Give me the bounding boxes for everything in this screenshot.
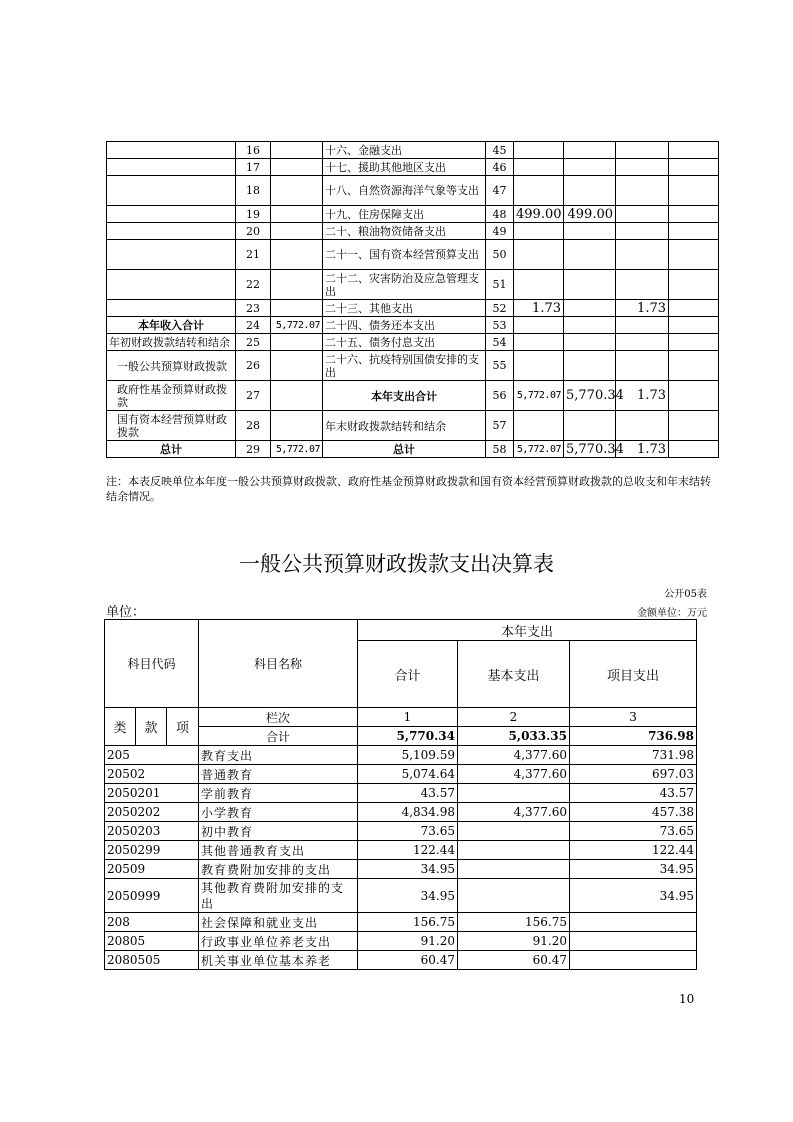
amount-cell [669,381,719,411]
amount-cell: 5,772.07 [514,441,564,458]
subject-name: 社会保障和就业支出 [199,913,358,932]
table-row [107,223,719,240]
amount-project [570,913,697,932]
left-row-number: 17 [236,159,271,176]
right-label: 年末财政拨款结转和结余 [323,411,486,441]
right-row-number: 54 [486,334,514,351]
subject-name: 教育支出 [199,746,358,765]
table-row [107,334,719,351]
right-row-number: 56 [486,381,514,411]
amount-basic [458,860,570,879]
amount-cell [669,240,719,270]
table-row [107,159,719,176]
header-kuan: 款 [136,708,167,746]
amount-cell [564,351,616,381]
left-row-number: 18 [236,176,271,206]
total-amount: 5,770.34 [358,727,458,746]
amount-total: 73.65 [358,822,458,841]
amount-cell [616,206,669,223]
subject-code: 2050203 [105,822,199,841]
amount-cell: 1.73 [514,300,564,317]
subject-name: 行政事业单位养老支出 [199,932,358,951]
right-row-number: 47 [486,176,514,206]
amount-basic [458,822,570,841]
amount-cell: 1.73 [616,441,669,458]
subject-code: 205 [105,746,199,765]
subject-code: 20805 [105,932,199,951]
amount-cell [616,351,669,381]
subject-code: 208 [105,913,199,932]
left-amount [271,270,323,300]
header-xiang: 项 [167,708,199,746]
total-basic: 5,033.35 [458,727,570,746]
amount-project: 73.65 [570,822,697,841]
amount-cell [669,441,719,458]
table-row [107,270,719,300]
left-row-number: 23 [236,300,271,317]
amount-total: 156.75 [358,913,458,932]
amount-cell: 5,770.34 [564,441,616,458]
amount-project [570,951,697,970]
table-row [107,351,719,381]
left-amount [271,351,323,381]
header-project: 项目支出 [570,641,697,708]
header-row [105,620,697,641]
left-label [107,270,236,300]
right-label: 二十六、抗疫特别国债安排的支出 [323,351,486,381]
table-row [105,913,697,932]
header-basic: 基本支出 [458,641,570,708]
amount-basic: 156.75 [458,913,570,932]
amount-cell [564,176,616,206]
amount-cell [616,240,669,270]
amount-cell: 5,772.07 [514,381,564,411]
left-row-number: 25 [236,334,271,351]
subject-name: 初中教育 [199,822,358,841]
left-amount [271,411,323,441]
amount-total: 91.20 [358,932,458,951]
subject-code: 2080505 [105,951,199,970]
page-number: 10 [679,992,695,1006]
column-index-1: 1 [358,708,458,727]
form-code: 公开05表 [664,589,707,600]
amount-cell [669,206,719,223]
subject-name: 小学教育 [199,803,358,822]
table-row [105,951,697,970]
amount-project: 34.95 [570,879,697,913]
amount-cell [616,411,669,441]
table-row [105,765,697,784]
amount-cell [514,176,564,206]
right-row-number: 45 [486,142,514,159]
right-row-number: 57 [486,411,514,441]
left-amount [271,300,323,317]
table-row [107,176,719,206]
subject-name: 教育费附加安排的支出 [199,860,358,879]
right-row-number: 48 [486,206,514,223]
amount-basic: 60.47 [458,951,570,970]
amount-cell [616,223,669,240]
right-label: 十六、金融支出 [323,142,486,159]
subject-code: 2050299 [105,841,199,860]
right-row-number: 46 [486,159,514,176]
amount-cell: 1.73 [616,381,669,411]
left-amount: 5,772.07 [271,317,323,334]
amount-total: 4,834.98 [358,803,458,822]
amount-cell: 1.73 [616,300,669,317]
right-row-number: 49 [486,223,514,240]
amount-basic: 91.20 [458,932,570,951]
amount-basic: 4,377.60 [458,803,570,822]
left-label [107,240,236,270]
table-row [107,142,719,159]
amount-cell [616,142,669,159]
left-amount: 5,772.07 [271,441,323,458]
left-label [107,159,236,176]
subject-code: 20502 [105,765,199,784]
header-current-year: 本年支出 [358,620,697,641]
left-row-number: 19 [236,206,271,223]
amount-cell [514,270,564,300]
amount-cell [514,317,564,334]
amount-project: 43.57 [570,784,697,803]
amount-total: 60.47 [358,951,458,970]
right-label: 总计 [323,441,486,458]
amount-total: 5,074.64 [358,765,458,784]
table-row [105,860,697,879]
right-row-number: 55 [486,351,514,381]
total-project: 736.98 [570,727,697,746]
amount-cell [514,334,564,351]
table-row [105,746,697,765]
table-row [107,441,719,458]
amount-cell [514,142,564,159]
table-row [107,317,719,334]
right-label: 二十、粮油物资储备支出 [323,223,486,240]
amount-basic [458,879,570,913]
left-amount [271,176,323,206]
amount-cell [616,334,669,351]
right-label: 十七、援助其他地区支出 [323,159,486,176]
index-row [105,708,697,727]
amount-cell: 499.00 [564,206,616,223]
amount-cell [514,240,564,270]
column-index-2: 2 [458,708,570,727]
left-row-number: 24 [236,317,271,334]
table-row [105,822,697,841]
amount-cell [669,351,719,381]
table-row [107,206,719,223]
left-amount [271,206,323,223]
amount-cell [669,270,719,300]
left-amount [271,223,323,240]
right-label: 二十一、国有资本经营预算支出 [323,240,486,270]
header-total: 合计 [358,641,458,708]
amount-cell [669,300,719,317]
amount-cell [669,334,719,351]
left-label: 国有资本经营预算财政拨款 [107,411,236,441]
amount-basic [458,841,570,860]
right-row-number: 53 [486,317,514,334]
amount-cell [564,300,616,317]
right-label: 十八、自然资源海洋气象等支出 [323,176,486,206]
table-row [107,381,719,411]
header-column-index: 栏次 [199,708,358,727]
table-row [105,841,697,860]
amount-cell [669,317,719,334]
left-amount [271,381,323,411]
right-row-number: 50 [486,240,514,270]
amount-cell [564,142,616,159]
table-note: 注：本表反映单位本年度一般公共预算财政拨款、政府性基金预算财政拨款和国有资本经营预算财政拨款的总收支和年末结转结余情况。 [106,475,711,503]
amount-cell [669,411,719,441]
amount-cell [564,223,616,240]
left-label [107,176,236,206]
header-code: 科目代码 [105,620,199,708]
left-row-number: 21 [236,240,271,270]
amount-total: 5,109.59 [358,746,458,765]
amount-cell [514,223,564,240]
table-row [107,300,719,317]
table-row [105,784,697,803]
amount-cell [514,159,564,176]
amount-project [570,932,697,951]
amount-cell [616,176,669,206]
subject-code: 2050201 [105,784,199,803]
amount-total: 34.95 [358,879,458,913]
left-label: 本年收入合计 [107,317,236,334]
subject-name: 普通教育 [199,765,358,784]
amount-cell [669,176,719,206]
left-label [107,206,236,223]
subject-name: 机关事业单位基本养老 [199,951,358,970]
page-title: 一般公共预算财政拨款支出决算表 [239,552,554,576]
left-label: 年初财政拨款结转和结余 [107,334,236,351]
income-expense-summary-table [106,141,719,458]
table-row [105,879,697,913]
amount-total: 34.95 [358,860,458,879]
amount-project: 457.38 [570,803,697,822]
left-row-number: 22 [236,270,271,300]
amount-cell [514,351,564,381]
amount-total: 122.44 [358,841,458,860]
subject-code: 2050999 [105,879,199,913]
left-label: 政府性基金预算财政拨款 [107,381,236,411]
subject-name: 学前教育 [199,784,358,803]
right-label: 二十二、灾害防治及应急管理支出 [323,270,486,300]
header-name: 科目名称 [199,620,358,708]
left-label [107,223,236,240]
amount-cell [564,411,616,441]
left-amount [271,240,323,270]
right-row-number: 51 [486,270,514,300]
amount-cell [669,223,719,240]
column-index-3: 3 [570,708,697,727]
amount-project: 34.95 [570,860,697,879]
total-label: 合计 [199,727,358,746]
subject-name: 其他普通教育支出 [199,841,358,860]
left-row-number: 27 [236,381,271,411]
amount-cell [669,159,719,176]
amount-project: 731.98 [570,746,697,765]
header-lei: 类 [105,708,136,746]
subject-name: 其他教育费附加安排的支出 [199,879,358,913]
right-label: 十九、住房保障支出 [323,206,486,223]
left-label [107,142,236,159]
amount-cell [564,159,616,176]
amount-cell: 499.00 [514,206,564,223]
amount-cell [616,317,669,334]
left-label: 总计 [107,441,236,458]
amount-cell [564,317,616,334]
left-row-number: 26 [236,351,271,381]
amount-project: 697.03 [570,765,697,784]
left-row-number: 28 [236,411,271,441]
left-amount [271,334,323,351]
right-label: 本年支出合计 [323,381,486,411]
subject-code: 2050202 [105,803,199,822]
amount-basic [458,784,570,803]
amount-total: 43.57 [358,784,458,803]
expenditure-table [104,619,697,970]
right-label: 二十五、债务付息支出 [323,334,486,351]
table-row [107,411,719,441]
amount-cell: 5,770.34 [564,381,616,411]
left-row-number: 20 [236,223,271,240]
table-row [107,240,719,270]
right-row-number: 52 [486,300,514,317]
subject-code: 20509 [105,860,199,879]
right-label: 二十四、债务还本支出 [323,317,486,334]
amount-unit-label: 金额单位：万元 [637,608,707,619]
amount-cell [564,240,616,270]
amount-project: 122.44 [570,841,697,860]
amount-cell [514,411,564,441]
amount-basic: 4,377.60 [458,746,570,765]
table-row [105,932,697,951]
amount-basic: 4,377.60 [458,765,570,784]
amount-cell [564,334,616,351]
amount-cell [616,270,669,300]
left-row-number: 16 [236,142,271,159]
right-label: 二十三、其他支出 [323,300,486,317]
left-label [107,300,236,317]
left-row-number: 29 [236,441,271,458]
unit-label: 单位： [106,605,146,620]
left-amount [271,142,323,159]
left-label: 一般公共预算财政拨款 [107,351,236,381]
amount-cell [564,270,616,300]
left-amount [271,159,323,176]
table-row [105,803,697,822]
right-row-number: 58 [486,441,514,458]
amount-cell [669,142,719,159]
amount-cell [616,159,669,176]
